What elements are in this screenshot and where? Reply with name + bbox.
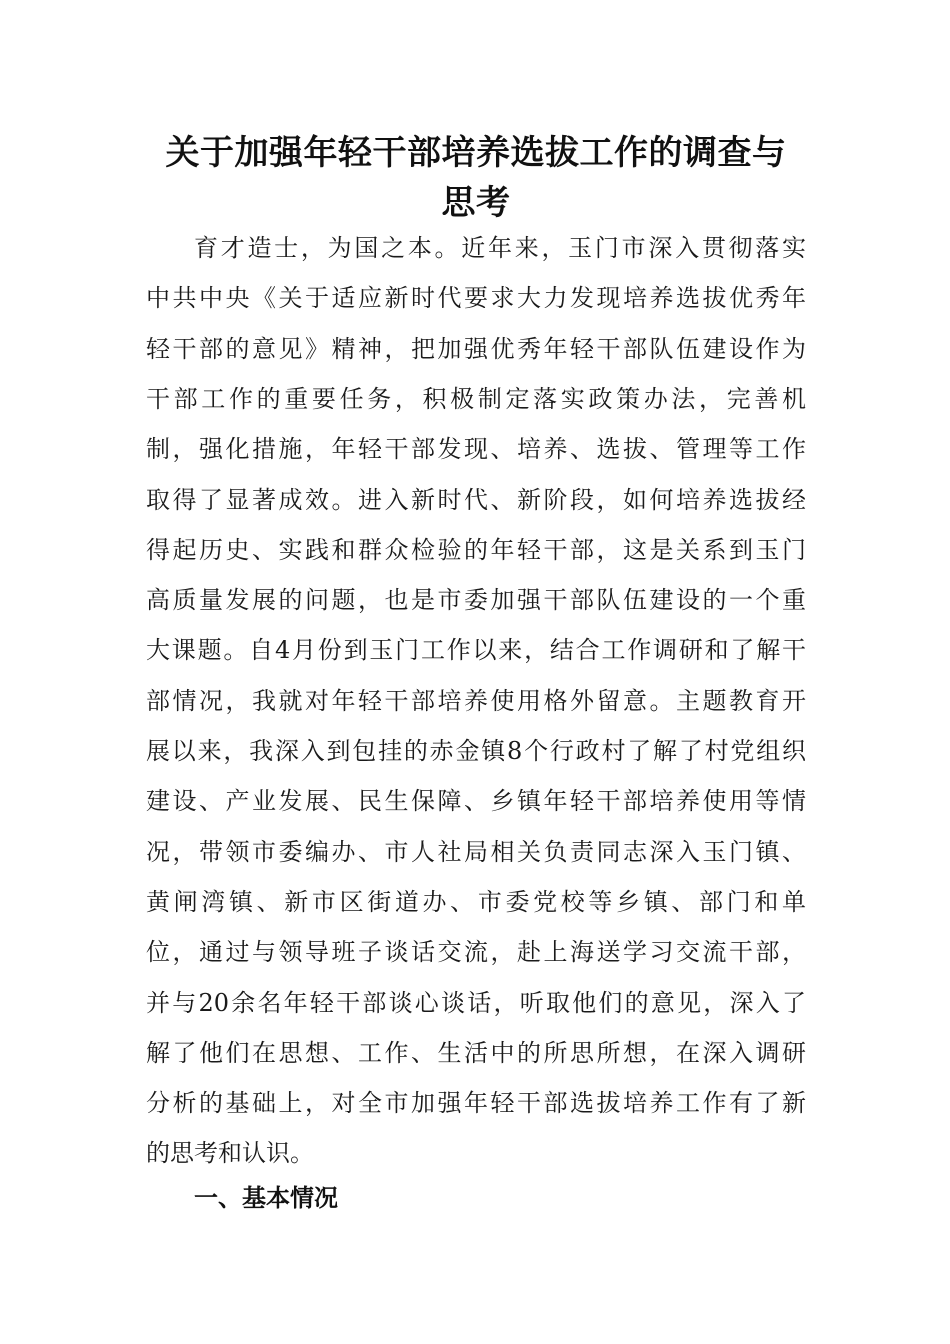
paragraph-line: 建设、产业发展、民生保障、乡镇年轻干部培养使用等情 — [146, 787, 806, 816]
paragraph-line: 黄闸湾镇、新市区街道办、市委党校等乡镇、部门和单 — [146, 887, 806, 916]
paragraph-line: 轻干部的意见》精神，把加强优秀年轻干部队伍建设作为 — [146, 334, 806, 363]
document-title-line-1: 关于加强年轻干部培养选拔工作的调查与 — [165, 133, 787, 173]
paragraph-line: 分析的基础上，对全市加强年轻干部选拔培养工作有了新 — [146, 1089, 806, 1118]
paragraph-line: 中共中央《关于适应新时代要求大力发现培养选拔优秀年 — [146, 284, 806, 313]
document-title-line-2: 思考 — [441, 183, 511, 223]
paragraph-line: 干部工作的重要任务，积极制定落实政策办法，完善机 — [146, 384, 806, 413]
paragraph-line: 况，带领市委编办、市人社局相关负责同志深入玉门镇、 — [146, 837, 806, 866]
paragraph-line: 部情况，我就对年轻干部培养使用格外留意。主题教育开 — [146, 686, 806, 715]
paragraph-line: 高质量发展的问题，也是市委加强干部队伍建设的一个重 — [146, 586, 806, 615]
paragraph-line: 位，通过与领导班子谈话交流，赴上海送学习交流干部， — [146, 938, 806, 967]
paragraph-line: 的思考和认识。 — [146, 1139, 314, 1168]
paragraph-line: 展以来，我深入到包挂的赤金镇8个行政村了解了村党组织 — [146, 737, 806, 765]
paragraph-line: 取得了显著成效。进入新时代、新阶段，如何培养选拔经 — [146, 485, 806, 514]
section-heading: 一、基本情况 — [194, 1184, 338, 1212]
paragraph-line: 解了他们在思想、工作、生活中的所思所想，在深入调研 — [146, 1038, 806, 1067]
paragraph-line: 得起历史、实践和群众检验的年轻干部，这是关系到玉门 — [146, 535, 806, 564]
paragraph-line: 育才造士，为国之本。近年来，玉门市深入贯彻落实 — [194, 234, 806, 262]
paragraph-line: 大课题。自4月份到玉门工作以来，结合工作调研和了解干 — [146, 636, 806, 665]
paragraph-line: 并与20余名年轻干部谈心谈话，听取他们的意见，深入了 — [146, 988, 806, 1017]
paragraph-line: 制，强化措施，年轻干部发现、培养、选拔、管理等工作 — [146, 435, 806, 464]
